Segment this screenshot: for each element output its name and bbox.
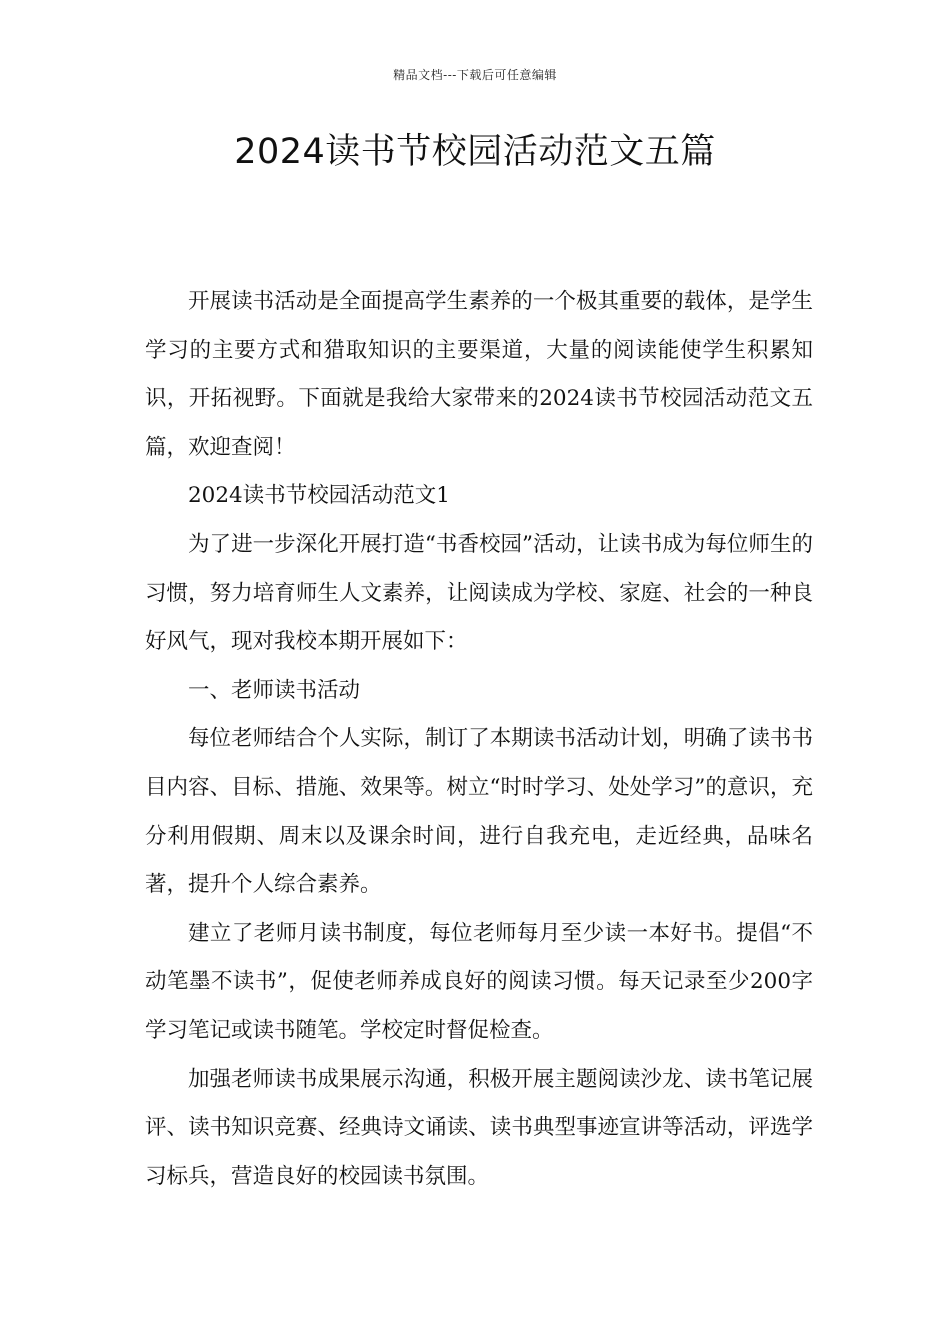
document-title: 2024读书节校园活动范文五篇 xyxy=(234,132,716,172)
paragraph: 加强老师读书成果展示沟通，积极开展主题阅读沙龙、读书笔记展评、读书知识竞赛、经典诗文诵读、读书典型事迹宣讲等活动，评选学习标兵，营造良好的校园读书氛围。 xyxy=(145,1066,813,1189)
intro-paragraph: 开展读书活动是全面提高学生素养的一个极其重要的载体，是学生学习的主要方式和猎取知识的主要渠道，大量的阅读能使学生积累知识，开拓视野。下面就是我给大家带来的2024读书节校园活动范文五篇，欢迎查阅！ xyxy=(145,289,813,460)
header-note: 精品文档---下载后可任意编辑 xyxy=(393,68,557,82)
document-body xyxy=(145,278,813,1201)
section-heading-teacher-reading: 一、老师读书活动 xyxy=(188,677,361,703)
paragraph: 建立了老师月读书制度，每位老师每月至少读一本好书。提倡“不动笔墨不读书”，促使老师养成良好的阅读习惯。每天记录至少200字学习笔记或读书随笔。学校定时督促检查。 xyxy=(145,920,813,1043)
paragraph: 为了进一步深化开展打造“书香校园”活动，让读书成为每位师生的习惯，努力培育师生人文素养，让阅读成为学校、家庭、社会的一种良好风气，现对我校本期开展如下： xyxy=(145,531,813,655)
paragraph: 每位老师结合个人实际，制订了本期读书活动计划，明确了读书书目内容、目标、措施、效果等。树立“时时学习、处处学习”的意识，充分利用假期、周末以及课余时间，进行自我充电，走近经典，品味名著，提升个人综合素养。 xyxy=(145,726,813,898)
section-heading-article-1: 2024读书节校园活动范文1 xyxy=(188,483,450,509)
